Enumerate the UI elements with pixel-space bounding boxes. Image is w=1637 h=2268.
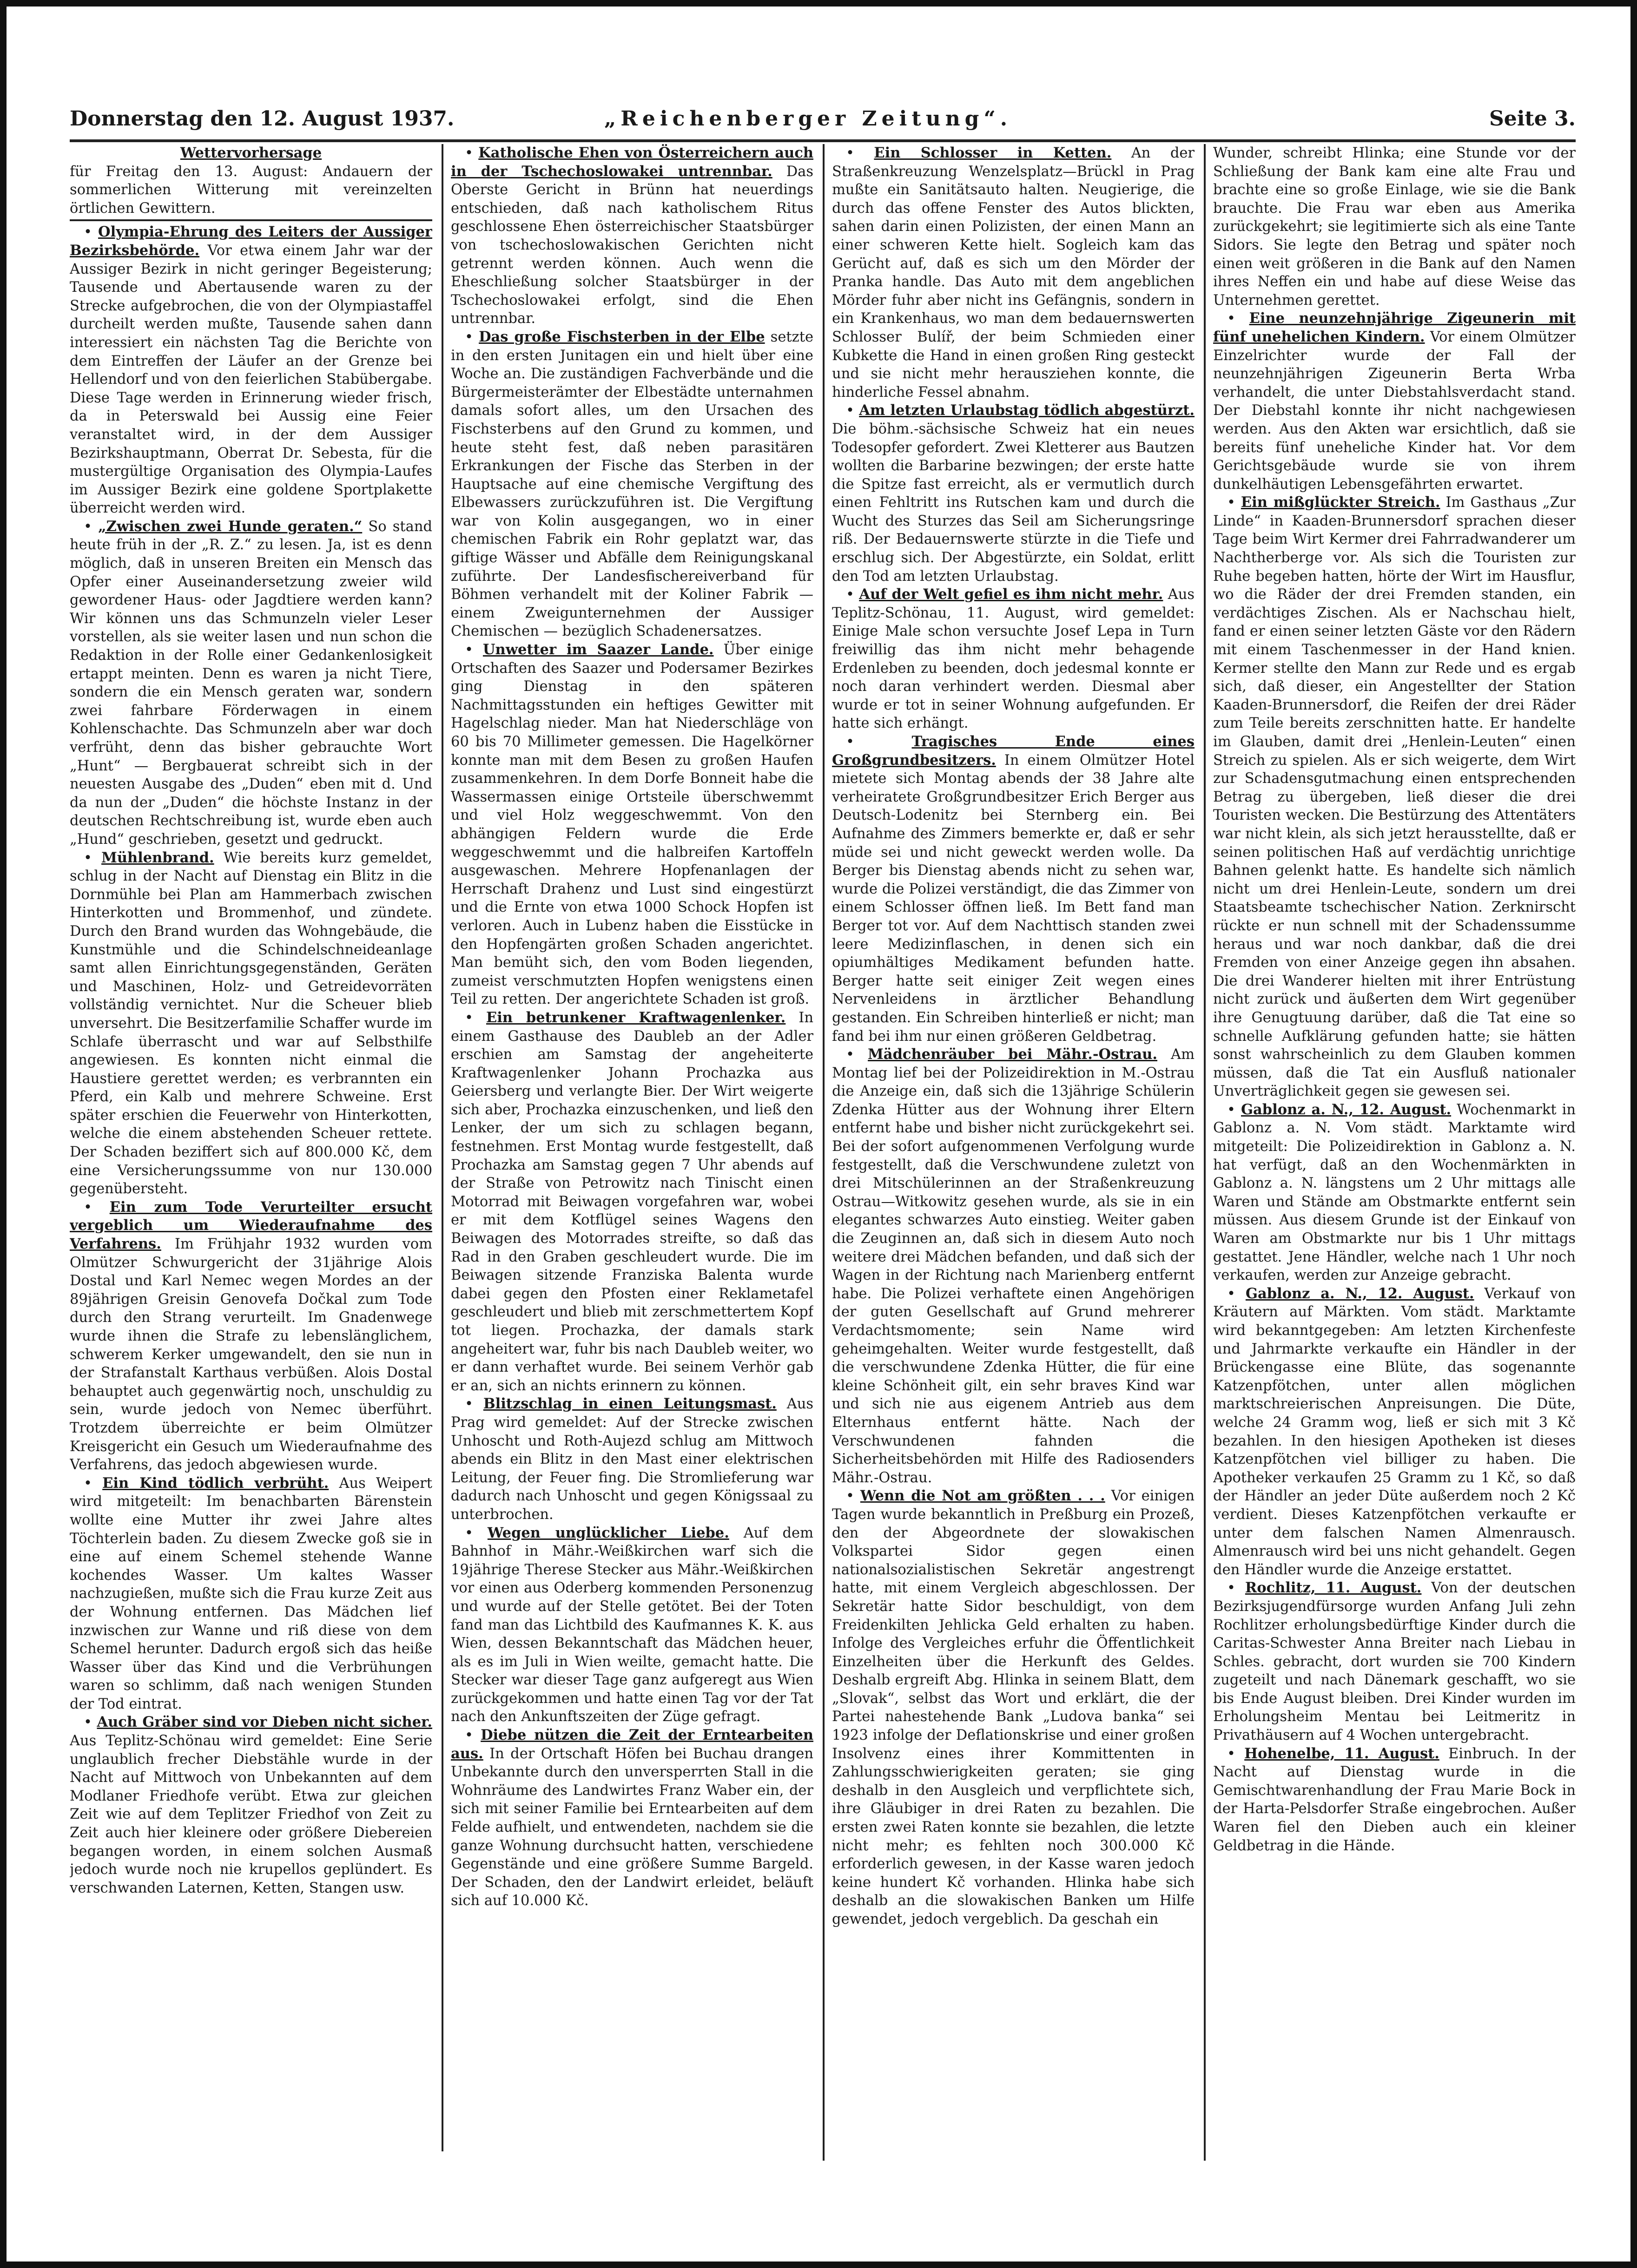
article: • Ein betrunkener Kraftwagenlenker. In einem Gasthause des Daubleb an der Adler erschien am Samstag der angeheiterte Kraftwagenlenker Johann Prochazka aus Geiersberg und verlangte Bier. Der Wirt weigerte sich aber, Prochazka einzuschenken, und ließ den Lenker, der um sich zu schlagen begann, festnehmen. Erst Montag wurde festgestellt, daß Prochazka am Samstag gegen 7 Uhr abends auf der Straße von Petrowitz nach Tinischt einen Motorrad mit Beiwagen vorgefahren war, wobei er mit dem Kotflügel seines Wagens den Beiwagen des Motorrades streifte, so daß das Rad in den Graben geschleudert wurde. Die im Beiwagen sitzende Franziska Balenta wurde dabei gegen den Pfosten einer Reklametafel geschleudert und blieb mit zerschmettertem Kopf tot liegen. Prochazka, der damals stark angeheitert war, fuhr bis nach Daubleb weiter, wo er dann verhaftet wurde. Bei seinem Verhör gab er an, sich an nichts erinnern zu können.	[451, 1009, 813, 1394]
article-body: Das Oberste Gericht in Brünn hat neuerdings entschieden, daß nach katholischem Ritus geschlossene Ehen österreichischer Staatsbürger von tschechoslowakischen Gerichten nicht getrennt werden können. Auch wenn die Eheschließung solcher Staatsbürger in der Tschechoslowakei erfolgt, sind die Ehen untrennbar.	[451, 163, 813, 327]
article-headline: Katholische Ehen von Österreichern auch in der Tschechoslowakei untrennbar.	[451, 145, 813, 180]
article-headline: Auch Gräber sind vor Dieben nicht sicher.	[97, 1714, 432, 1731]
article: • Eine neunzehnjährige Zigeunerin mit fünf unehelichen Kindern. Vor einem Olmützer Einzelrichter wurde der Fall der neunzehnjährigen Zigeunerin Berta Wrba verhandelt, die unter Diebstahlsverdacht stand. Der Diebstahl konnte ihr nicht nachgewiesen werden. Aus den Akten war ersichtlich, daß sie bereits fünf uneheliche Kinder hat. Vor dem Gerichtsgebäude wurde sie von ihrem dunkelhäutigen Lebensgefährten erwartet.	[1213, 310, 1576, 493]
column-2	[451, 144, 813, 2142]
article: • Wegen unglücklicher Liebe. Auf dem Bahnhof in Mähr.-Weißkirchen warf sich die 19jährige Therese Stecker aus Mähr.-Weißkirchen vor einen aus Oderberg kommenden Personenzug und wurde auf der Stelle getötet. Bei der Toten fand man das Lichtbild des Kaufmannes K. K. aus Wien, dessen Bekanntschaft das Mädchen heuer, als es im Juli in Wien weilte, gemacht hatte. Die Stecker war dieser Tage ganz aufgeregt aus Wien zurückgekommen und hatte einen Tag vor der Tat nach den Ankunftszeiten der Züge gefragt.	[451, 1524, 813, 1725]
header-rule	[70, 139, 1576, 142]
column-3	[832, 144, 1195, 2142]
article-body: Vor etwa einem Jahr war der Aussiger Bezirk in nicht geringer Begeisterung; Tausende und Abertausende waren zu der Strecke aufgebrochen, die von der Olympiastaffel durcheilt werden mußte, Tausende sahen dann interessiert ein nächsten Tag die Berichte von dem Eintreffen der Läufer an der Grenze bei Hellendorf und von den feierlichen Stabübergabe. Diese Tage werden in Erinnerung wieder frisch, da in Peterswald bei Aussig eine Feier veranstaltet wird, in der dem Aussiger Bezirkshauptmann, Oberrat Dr. Sebesta, für die mustergültige Organisation des Olympia-Laufes im Aussiger Bezirk eine goldene Sportplakette überreicht werden wird.	[70, 242, 432, 517]
column-rule	[1204, 144, 1206, 2161]
article-body: Vor einigen Tagen wurde bekanntlich in Preßburg ein Prozeß, den der Abgeordnete der slowakischen Volkspartei Sidor gegen einen nationalsozialistischen Sekretär angestrengt hatte, mit einem Vergleich abgeschlossen. Der Sekretär hatte Sidor beschuldigt, von dem Freidenkilten Jehlicka Geld erhalten zu haben. Infolge des Vergleiches erfuhr die Öffentlichkeit Einzelheiten über die Herkunft des Geldes. Deshalb ergreift Abg. Hlinka in seinem Blatt, dem „Slovak“, selbst das Wort und erklärt, die der Partei nahestehende Bank „Ludova banka“ sei 1923 infolge der Deflationskrise und einer großen Insolvenz eines ihrer Kommittenten in Zahlungsschwierigkeiten geraten; sie ging deshalb in den Ausgleich und verpflichtete sich, ihre Gläubiger in drei Raten zu bezahlen. Die ersten zwei Raten konnte sie bezahlen, die letzte nicht mehr; es fehlten noch 300.000 Kč erforderlich gewesen, in der Kasse waren jedoch keine hundert Kč vorhanden. Hlinka habe sich deshalb an die slowakischen Banken um Hilfe gewendet, jedoch vergeblich. Da geschah ein	[832, 1488, 1195, 1927]
article: • Olympia-Ehrung des Leiters der Aussiger Bezirksbehörde. Vor etwa einem Jahr war der Aussiger Bezirk in nicht geringer Begeisterung; Tausende und Abertausende waren zu der Strecke aufgebrochen, die von der Olympiastaffel durcheilt werden mußte, Tausende sahen dann interessiert ein nächsten Tag die Berichte von dem Eintreffen der Läufer an der Grenze bei Hellendorf und von den feierlichen Stabübergabe. Diese Tage werden in Erinnerung wieder frisch, da in Peterswald bei Aussig eine Feier veranstaltet wird, in der dem Aussiger Bezirkshauptmann, Oberrat Dr. Sebesta, für die mustergültige Organisation des Olympia-Laufes im Aussiger Bezirk eine goldene Sportplakette überreicht werden wird.	[70, 224, 432, 517]
article-headline: Auf der Welt gefiel es ihm nicht mehr.	[859, 586, 1163, 603]
article-headline: Ein Schlosser in Ketten.	[874, 145, 1112, 161]
weather-title: Wettervorhersage	[180, 145, 322, 161]
newspaper-title: „Reichenberger Zeitung“.	[604, 107, 1012, 131]
article-headline: Am letzten Urlaubstag tödlich abgestürzt.	[859, 402, 1195, 419]
article-headline: Wenn die Not am größten . . .	[860, 1487, 1105, 1505]
article-headline: Wegen unglücklicher Liebe.	[487, 1524, 729, 1541]
article-headline: Gablonz a. N., 12. August.	[1241, 1101, 1452, 1118]
article-body: Im Frühjahr 1932 wurden vom Olmützer Schwurgericht der 31jährige Alois Dostal und Karl Nemec wegen Mordes an der 89jährigen Greisin Genovefa Dočkal zum Tode durch den Strang verurteilt. Im Gnadenwege wurde ihnen die Strafe zu lebenslänglichem, schwerem Kerker umgewandelt, den sie nun in der Strafanstalt Karthaus verbüßen. Alois Dostal behauptet auch gegenwärtig noch, unschuldig zu sein, wurde jedoch von Nemec überführt. Trotzdem überreichte er beim Olmützer Kreisgericht ein Gesuch um Wiederaufnahme des Verfahrens, das jedoch abgewiesen wurde.	[70, 1236, 432, 1473]
article: • Gablonz a. N., 12. August. Verkauf von Kräutern auf Märkten. Vom städt. Marktamte wird bekanntgegeben: Am letzten Kirchenfeste und Jahrmarkte verkaufte ein Händler in der Brückengasse eine Blüte, das sogenannte Katzenpfötchen, unter allen möglichen marktschreierischen Anpreisungen. Die Düte, welche 24 Gramm wog, ließ er sich mit 3 Kč bezahlen. In den hiesigen Apotheken ist dieses Katzenpfötchen viel billiger zu haben. Die Apotheker verkaufen 25 Gramm zu 1 Kč, so daß der Händler an jeder Düte außerdem noch 2 Kč verdient. Dieses Katzenpfötchen verkaufte er unter dem falschen Namen Almenrausch. Almenrausch wird bei uns nicht gehandelt. Gegen den Händler wurde die Anzeige erstattet.	[1213, 1285, 1576, 1578]
article-body: Aus Weipert wird mitgeteilt: Im benachbarten Bärenstein wollte eine Mutter ihr zwei Jahre altes Töchterlein baden. Zu diesem Zwecke goß sie in eine auf einem Schemel stehende Wanne kochendes Wasser. Um kaltes Wasser nachzugießen, mußte sich die Frau kurze Zeit aus der Wohnung entfernen. Das Mädchen lief inzwischen zur Wanne und riß diese von dem Schemel herunter. Dadurch ergoß sich das heiße Wasser über das Kind und die Verbrühungen waren so schlimm, daß nach wenigen Stunden der Tod eintrat.	[70, 1475, 432, 1712]
article-body: Von der deutschen Bezirksjugendfürsorge wurden Anfang Juli zehn Rochlitzer erholungsbedürftige Kinder durch die Caritas-Schwester Anna Breiter nach Liebau in Schles. gebracht, dort wurden sie 700 Kindern zugeteilt und nach Dänemark geschafft, wo sie bis Ende August bleiben. Drei Kinder wurden im Erholungsheim Mentau bei Leitmeritz in Privathäusern auf 4 Wochen untergebracht.	[1213, 1580, 1576, 1744]
article-body: Im Gasthaus „Zur Linde“ in Kaaden-Brunnersdorf sprachen dieser Tage beim Wirt Kermer drei Fahrradwanderer um Nachtherberge vor. Als sich die Touristen zur Ruhe begeben hatten, hörte der Wirt im Hausflur, wo die Räder der drei Fremden standen, ein verdächtiges Zischen. Als er Nachschau hielt, fand er einen seiner letzten Gäste vor den Rädern mit einem Taschenmesser in der Hand knien. Kermer stellte den Mann zur Rede und es ergab sich, daß dieser, ein Angestellter der Station Kaaden-Brunnersdorf, die Reifen der drei Räder zum Teile bereits zerschnitten hatte. Er handelte im Glauben, damit drei „Henlein-Leuten“ einen Streich zu spielen. Als er sich weigerte, dem Wirt zur Schadensgutmachung einen entsprechenden Betrag zu übergeben, ließ dieser die drei Touristen wecken. Die Bestürzung des Attentäters war nicht klein, als sich jetzt herausstellte, daß er seinen politischen Haß auf verdächtig unrichtige Bahnen gelenkt hatte. Es handelte sich nämlich nicht um drei Henlein-Leute, sondern um drei Staatsbeamte tschechischer Nation. Zerknirscht rückte er nun schnell mit der Schadenssumme heraus und war noch dankbar, daß die drei Fremden von einer Anzeige gegen ihn absahen. Die drei Wanderer hielten mit ihrer Entrüstung nicht zurück und äußerten dem Wirt gegenüber ihre Genugtuung darüber, daß die Tat eine so schnelle Aufklärung gefunden hatte; sie hätten sonst wahrscheinlich zu dem Glauben kommen müssen, daß die Tat ein Ausfluß nationaler Unverträglichkeit gegen sie gewesen sei.	[1213, 494, 1576, 1100]
article-body: Am Montag lief bei der Polizeidirektion in M.-Ostrau die Anzeige ein, daß sich die 13jährige Schülerin Zdenka Hütter aus der Wohnung ihrer Eltern entfernt habe und bisher nicht zurückgekehrt sei. Bei der sofort aufgenommenen Verfolgung wurde festgestellt, daß die Verschwundene zuletzt von drei Mitschülerinnen an der Straßenkreuzung Ostrau—Witkowitz gesehen wurde, als sie in ein elegantes schwarzes Auto einstieg. Weiter gaben die Zeuginnen an, daß sich in diesem Auto noch weitere drei Mädchen befanden, und daß sich der Wagen in der Richtung nach Marienberg entfernt habe. Die Polizei verhaftete einen Angehörigen der guten Gesellschaft auf Grund mehrerer Verdachtsmomente; sein Name wird geheimgehalten. Weiter wurde festgestellt, daß die verschwundene Zdenka Hütter, die für eine kleine Schönheit gilt, ein sehr braves Kind war und sich nie aus eigenem Antrieb aus dem Elternhaus entfernt hätte. Nach der Verschwundenen fahnden die Sicherheitsbehörden mit Hilfe des Radiosenders Mähr.-Ostrau.	[832, 1046, 1195, 1486]
article: • Mühlenbrand. Wie bereits kurz gemeldet, schlug in der Nacht auf Dienstag ein Blitz in die Dornmühle bei Plan am Hammerbach zwischen Hinterkotten und Brommenhof, und zündete. Durch den Brand wurden das Wohngebäude, die Kunstmühle und die Schindelschneideanlage samt allen Einrichtungsgegenständen, Geräten und Maschinen, Holz- und Getreidevorräten vollständig vernichtet. Nur die Scheuer blieb unversehrt. Die Besitzerfamilie Schaffer wurde im Schlafe überrascht und war auf Selbsthilfe angewiesen. Es konnten nicht einmal die Haustiere gerettet werden; es verbrannten ein Pferd, ein Kalb und mehrere Schweine. Erst später erschien die Feuerwehr von Hinterkotten, welche die einem abstehenden Scheuer rettete. Der Schaden beziffert sich auf 800.000 Kč, dem eine Versicherungssumme von nur 130.000 gegenübersteht.	[70, 849, 432, 1197]
column-4	[1213, 144, 1576, 2142]
article-body: setzte in den ersten Junitagen ein und hielt über eine Woche an. Die zuständigen Fachverbände und die Bürgermeisterämter der Elbestädte unternahmen damals sofort alles, um den Ursachen des Fischsterbens auf den Grund zu kommen, und heute steht fest, daß neben parasitären Erkrankungen der Fische das Sterben in der Hauptsache auf eine chemische Vergiftung des Elbewassers zurückzuführen ist. Die Vergiftung war von Kolin ausgegangen, wo in einer chemischen Fabrik ein Rohr geplatzt war, das giftige Wässer und Abfälle dem Reinigungskanal zuführte. Der Landesfischereiverband für Böhmen verhandelt mit der Koliner Fabrik — einem Zweigunternehmen der Aussiger Chemischen — bezüglich Schadenersatzes.	[451, 329, 813, 640]
article-body: Auf dem Bahnhof in Mähr.-Weißkirchen warf sich die 19jährige Therese Stecker aus Mähr.-Weißkirchen vor einen aus Oderberg kommenden Personenzug und wurde auf der Stelle getötet. Bei der Toten fand man das Lichtbild des Kaufmannes K. K. aus Wien, dessen Bekanntschaft das Mädchen heuer, als es im Juli in Wien weilte, gemacht hatte. Die Stecker war dieser Tage ganz aufgeregt aus Wien zurückgekommen und hatte einen Tag vor der Tat nach den Ankunftszeiten der Züge gefragt.	[451, 1525, 813, 1725]
article: • Auch Gräber sind vor Dieben nicht sicher. Aus Teplitz-Schönau wird gemeldet: Eine Serie unglaublich frecher Diebstähle wurde in der Nacht auf Mittwoch von Unbekannten auf dem Modlaner Friedhofe verübt. Etwa zur gleichen Zeit wie auf dem Teplitzer Friedhof von Zeit zu Zeit auch hier kleinere oder größere Diebereien begangen worden, in einem solchen Ausmaß jedoch wurde noch nie krupellos geplündert. Es verschwanden Laternen, Ketten, Stangen usw.	[70, 1714, 432, 1896]
article: • Rochlitz, 11. August. Von der deutschen Bezirksjugendfürsorge wurden Anfang Juli zehn Rochlitzer erholungsbedürftige Kinder durch die Caritas-Schwester Anna Breiter nach Liebau in Schles. gebracht, dort wurden sie 700 Kindern zugeteilt und nach Dänemark geschafft, wo sie bis Ende August bleiben. Drei Kinder wurden im Erholungsheim Mentau bei Leitmeritz in Privathäusern auf 4 Wochen untergebracht.	[1213, 1579, 1576, 1744]
article-body: In einem Gasthause des Daubleb an der Adler erschien am Samstag der angeheiterte Kraftwagenlenker Johann Prochazka aus Geiersberg und verlangte Bier. Der Wirt weigerte sich aber, Prochazka einzuschenken, und ließ den Lenker, der um sich zu schlagen begann, festnehmen. Erst Montag wurde festgestellt, daß Prochazka am Samstag gegen 7 Uhr abends auf der Straße von Petrowitz nach Tinischt einen Motorrad mit Beiwagen vorgefahren war, wobei er mit dem Kotflügel seines Wagens den Beiwagen des Motorrades streifte, so daß das Rad in den Graben geschleudert wurde. Die im Beiwagen sitzende Franziska Balenta wurde dabei gegen den Pfosten einer Reklametafel geschleudert und blieb mit zerschmettertem Kopf tot liegen. Prochazka, der damals stark angeheitert war, fuhr bis nach Daubleb weiter, wo er dann verhaftet wurde. Bei seinem Verhör gab er an, sich an nichts erinnern zu können.	[451, 1009, 813, 1394]
header-date: Donnerstag den 12. August 1937.	[70, 107, 455, 131]
article-body: In der Ortschaft Höfen bei Buchau drangen Unbekannte durch den unversperrten Stall in die Wohnräume des Landwirtes Franz Waber ein, der sich mit seiner Familie bei Erntearbeiten auf dem Felde aufhielt, und entwendeten, nachdem sie die ganze Wohnung durchsucht hatten, verschiedene Gegenstände und eine größere Summe Bargeld. Der Schaden, den der Landwirt erleidet, beläuft sich auf 10.000 Kč.	[451, 1745, 813, 1909]
article: • Katholische Ehen von Österreichern auch in der Tschechoslowakei untrennbar. Das Oberste Gericht in Brünn hat neuerdings entschieden, daß nach katholischem Ritus geschlossene Ehen österreichischer Staatsbürger von tschechoslowakischen Gerichten nicht getrennt werden können. Auch wenn die Eheschließung solcher Staatsbürger in der Tschechoslowakei erfolgt, sind die Ehen untrennbar.	[451, 145, 813, 327]
article-headline: Mühlenbrand.	[101, 849, 214, 866]
weather-text: für Freitag den 13. August: Andauern der sommerlichen Witterung mit vereinzelten örtlichen Gewittern.	[70, 163, 432, 217]
article: • Tragisches Ende eines Großgrundbesitzers. In einem Olmützer Hotel mietete sich Montag abends der 38 Jahre alte verheiratete Großgrundbesitzer Erich Berger aus Deutsch-Lodenitz bei Sternberg ein. Bei Aufnahme des Zimmers bemerkte er, daß er sehr müde sei und nicht geweckt werden wolle. Da Berger bis Dienstag abends nicht zu sehen war, wurde die Polizei verständigt, die das Zimmer von einem Schlosser öffnen ließ. Im Bett fand man Berger tot vor. Auf dem Nachttisch standen zwei leere Medizinflaschen, in denen sich ein opiumhältiges Medikament befunden hatte. Berger hatte seit einiger Zeit wegen eines Nervenleidens in ärztlicher Behandlung gestanden. Ein Schreiben hinterließ er nicht; man fand bei ihm nur einen größeren Geldbetrag.	[832, 733, 1195, 1045]
column-rule	[442, 144, 443, 2151]
article-headline: Eine neunzehnjährige Zigeunerin mit fünf unehelichen Kindern.	[1213, 310, 1576, 345]
article-headline: Ein betrunkener Kraftwagenlenker.	[486, 1009, 786, 1026]
article-body: Aus Teplitz-Schönau wird gemeldet: Eine Serie unglaublich frecher Diebstähle wurde in der Nacht auf Mittwoch von Unbekannten auf dem Modlaner Friedhofe verübt. Etwa zur gleichen Zeit wie auf dem Teplitzer Friedhof von Zeit zu Zeit auch hier kleinere oder größere Diebereien begangen worden, in einem solchen Ausmaß jedoch wurde noch nie krupellos geplündert. Es verschwanden Laternen, Ketten, Stangen usw.	[70, 1733, 432, 1896]
divider	[70, 219, 432, 221]
article: • Das große Fischsterben in der Elbe setzte in den ersten Junitagen ein und hielt über eine Woche an. Die zuständigen Fachverbände und die Bürgermeisterämter der Elbestädte unternahmen damals sofort alles, um den Ursachen des Fischsterbens auf den Grund zu kommen, und heute steht fest, daß neben parasitären Erkrankungen der Fische das Sterben in der Hauptsache auf eine chemische Vergiftung des Elbewassers zurückzuführen ist. Die Vergiftung war von Kolin ausgegangen, wo in einer chemischen Fabrik ein Rohr geplatzt war, das giftige Wässer und Abfälle dem Reinigungskanal zuführte. Der Landesfischereiverband für Böhmen verhandelt mit der Koliner Fabrik — einem Zweigunternehmen der Aussiger Chemischen — bezüglich Schadenersatzes.	[451, 328, 813, 640]
column-1	[70, 144, 432, 2142]
article: • Unwetter im Saazer Lande. Über einige Ortschaften des Saazer und Podersamer Bezirkes ging Dienstag in den späteren Nachmittagsstunden ein heftiges Gewitter mit Hagelschlag nieder. Man hat Niederschläge von 60 bis 70 Millimeter gemessen. Die Hagelkörner konnte man mit dem Besen zu großen Haufen zusammenkehren. In dem Dorfe Bonneit habe die Wassermassen einige Ortsteile überschwemmt und viel Holz weggeschwemmt. Von den abhängigen Feldern wurde die Erde weggeschwemmt und die halbreifen Kartoffeln ausgewaschen. Mehrere Hopfenanlagen der Herrschaft Drahenz und Lust sind eingestürzt und die Ernte von etwa 1000 Schock Hopfen ist verloren. Auch in Lubenz haben die Eisstücke in den Hopfengärten großen Schaden angerichtet. Man bemüht sich, den vom Boden liegenden, zumeist verschmutzten Hopfen wenigstens einen Teil zu retten. Der angerichtete Schaden ist groß.	[451, 641, 813, 1008]
article-headline: Blitzschlag in einen Leitungsmast.	[483, 1395, 777, 1413]
article-body: An der Straßenkreuzung Wenzelsplatz—Brückl in Prag mußte ein Sanitätsauto halten. Neugierige, die durch das offene Fenster des Autos blickten, sahen darin einen Polizisten, der einen Mann an einer schweren Kette hielt. Sogleich kam das Gerücht auf, daß es sich um den Mörder der Pranka handle. Das Auto mit dem angeblichen Mörder fuhr aber nicht ins Gefängnis, sondern in ein Krankenhaus, wo man dem bedauernswerten Schlosser Bulíř, der beim Schmieden einer Kubkette die Hand in einen großen Ring gesteckt und sie nicht mehr herausziehen konnte, die hinderliche Fessel abnahm.	[832, 145, 1195, 401]
article: • Ein Kind tödlich verbrüht. Aus Weipert wird mitgeteilt: Im benachbarten Bärenstein wollte eine Mutter ihr zwei Jahre altes Töchterlein baden. Zu diesem Zwecke goß sie in eine auf einem Schemel stehende Wanne kochendes Wasser. Um kaltes Wasser nachzugießen, mußte sich die Frau kurze Zeit aus der Wohnung entfernen. Das Mädchen lief inzwischen zur Wanne und riß diese von dem Schemel herunter. Dadurch ergoß sich das heiße Wasser über das Kind und die Verbrühungen waren so schlimm, daß nach wenigen Stunden der Tod eintrat.	[70, 1474, 432, 1712]
article-headline: Unwetter im Saazer Lande.	[482, 641, 714, 658]
article-body: Einbruch. In der Nacht auf Dienstag wurde in die Gemischtwarenhandlung der Frau Marie Bock in der Harta-Pelsdorfer Straße eingebrochen. Außer Waren fiel den Dieben auch ein kleiner Geldbetrag in die Hände.	[1213, 1745, 1576, 1854]
article: • „Zwischen zwei Hunde geraten.“ So stand heute früh in der „R. Z.“ zu lesen. Ja, ist es denn möglich, daß in unseren Breiten ein Mensch das Opfer einer Auseinandersetzung zweier wild gewordener Haus- oder Jagdtiere werden kann? Wir können uns das Schmunzeln vieler Leser vorstellen, als sie weiter lasen und nun schon die Redaktion in der Rolle einer Gedankenlosigkeit ertappt meinten. Denn es waren ja nicht Tiere, sondern die ein Mensch geraten war, sondern zwei fahrbare Förderwagen in einem Kohlenschachte. Das Schmunzeln aber war doch verfrüht, denn das bisher gebrauchte Wort „Hunt“ — Bergbauerat schreibt sich in der neuesten Ausgabe des „Duden“ eben mit d. Und da nun der „Duden“ die höchste Instanz in der deutschen Rechtschreibung ist, wurde eben auch „Hund“ geschrieben, gesetzt und gedruckt.	[70, 518, 432, 848]
article-headline: Gablonz a. N., 12. August.	[1245, 1285, 1474, 1302]
article: • Gablonz a. N., 12. August. Wochenmarkt in Gablonz a. N. Vom städt. Marktamte wird mitgeteilt: Die Polizeidirektion in Gablonz a. N. hat verfügt, daß an den Wochenmärkten in Gablonz a. N. längstens um 2 Uhr mittags alle Waren und Stände am Obstmarkte entfernt sein müssen. Aus diesem Grunde ist der Einkauf von Waren am Obstmarkte nur bis 1 Uhr mittags gestattet. Jene Händler, welche nach 1 Uhr noch verkaufen, werden zur Anzeige gebracht.	[1213, 1101, 1576, 1284]
article-headline: Rochlitz, 11. August.	[1245, 1579, 1422, 1597]
article-headline: Ein mißglückter Streich.	[1241, 494, 1440, 511]
article-body: Vor einem Olmützer Einzelrichter wurde der Fall der neunzehnjährigen Zigeunerin Berta Wrba verhandelt, die unter Diebstahlsverdacht stand. Der Diebstahl konnte ihr nicht nachgewiesen werden. Aus den Akten war ersichtlich, daß sie bereits fünf uneheliche Kinder hat. Vor dem Gerichtsgebäude wurde sie von ihrem dunkelhäutigen Lebensgefährten erwartet.	[1213, 329, 1576, 493]
column-rule	[823, 144, 825, 2161]
page-number: Seite 3.	[1489, 107, 1576, 131]
article-headline: „Zwischen zwei Hunde geraten.“	[98, 518, 363, 535]
article-headline: Ein Kind tödlich verbrüht.	[102, 1474, 329, 1492]
article: • Wenn die Not am größten . . . Vor einigen Tagen wurde bekanntlich in Preßburg ein Prozeß, den der Abgeordnete der slowakischen Volkspartei Sidor gegen einen nationalsozialistischen Sekretär angestrengt hatte, mit einem Vergleich abgeschlossen. Der Sekretär hatte Sidor beschuldigt, von dem Freidenkilten Jehlicka Geld erhalten zu haben. Infolge des Vergleiches erfuhr die Öffentlichkeit Einzelheiten über die Herkunft des Geldes. Deshalb ergreift Abg. Hlinka in seinem Blatt, dem „Slovak“, selbst das Wort und erklärt, die der Partei nahestehende Bank „Ludova banka“ sei 1923 infolge der Deflationskrise und einer großen Insolvenz eines ihrer Kommittenten in Zahlungsschwierigkeiten geraten; sie ging deshalb in den Ausgleich und verpflichtete sich, ihre Gläubiger in drei Raten zu bezahlen. Die ersten zwei Raten konnte sie bezahlen, die letzte nicht mehr; es fehlten noch 300.000 Kč erforderlich gewesen, in der Kasse waren jedoch keine hundert Kč vorhanden. Hlinka habe sich deshalb an die slowakischen Banken um Hilfe gewendet, jedoch vergeblich. Da geschah ein	[832, 1487, 1195, 1927]
article-body: Die böhm.-sächsische Schweiz hat ein neues Todesopfer gefordert. Zwei Kletterer aus Bautzen wollten die Barbarine bezwingen; der erste hatte die Spitze fast erreicht, als er vermutlich durch einen Fehltritt ins Rutschen kam und durch die Wucht des Sturzes das Seil am Sicherungsringe riß. Der Bedauernswerte stürzte in die Tiefe und erschlug sich. Der Abgestürzte, ein Soldat, erlitt den Tod am letzten Urlaubstag.	[832, 421, 1195, 585]
article-body: In einem Olmützer Hotel mietete sich Montag abends der 38 Jahre alte verheiratete Großgrundbesitzer Erich Berger aus Deutsch-Lodenitz bei Sternberg ein. Bei Aufnahme des Zimmers bemerkte er, daß er sehr müde sei und nicht geweckt werden wolle. Da Berger bis Dienstag abends nicht zu sehen war, wurde die Polizei verständigt, die das Zimmer von einem Schlosser öffnen ließ. Im Bett fand man Berger tot vor. Auf dem Nachttisch standen zwei leere Medizinflaschen, in denen sich ein opiumhältiges Medikament befunden hatte. Berger hatte seit einiger Zeit wegen eines Nervenleidens in ärztlicher Behandlung gestanden. Ein Schreiben hinterließ er nicht; man fand bei ihm nur einen größeren Geldbetrag.	[832, 752, 1195, 1045]
article: • Auf der Welt gefiel es ihm nicht mehr. Aus Teplitz-Schönau, 11. August, wird gemeldet: Einige Male schon versuchte Josef Lepa in Turn freiwillig das ihm nicht mehr behagende Erdenleben zu beenden, doch jedesmal konnte er noch daran verhindert werden. Diesmal aber wurde er tot in seiner Wohnung aufgefunden. Er hatte sich erhängt.	[832, 586, 1195, 732]
article: • Hohenelbe, 11. August. Einbruch. In der Nacht auf Dienstag wurde in die Gemischtwarenhandlung der Frau Marie Bock in der Harta-Pelsdorfer Straße eingebrochen. Außer Waren fiel den Dieben auch ein kleiner Geldbetrag in die Hände.	[1213, 1745, 1576, 1854]
article: • Ein Schlosser in Ketten. An der Straßenkreuzung Wenzelsplatz—Brückl in Prag mußte ein Sanitätsauto halten. Neugierige, die durch das offene Fenster des Autos blickten, sahen darin einen Polizisten, der einen Mann an einer schweren Kette hielt. Sogleich kam das Gerücht auf, daß es sich um den Mörder der Pranka handle. Das Auto mit dem angeblichen Mörder fuhr aber nicht ins Gefängnis, sondern in ein Krankenhaus, wo man dem bedauernswerten Schlosser Bulíř, der beim Schmieden einer Kubkette die Hand in einen großen Ring gesteckt und sie nicht mehr herausziehen konnte, die hinderliche Fessel abnahm.	[832, 145, 1195, 401]
article: • Ein mißglückter Streich. Im Gasthaus „Zur Linde“ in Kaaden-Brunnersdorf sprachen dieser Tage beim Wirt Kermer drei Fahrradwanderer um Nachtherberge vor. Als sich die Touristen zur Ruhe begeben hatten, hörte der Wirt im Hausflur, wo die Räder der drei Fremden standen, ein verdächtiges Zischen. Als er Nachschau hielt, fand er einen seiner letzten Gäste vor den Rädern mit einem Taschenmesser in der Hand knien. Kermer stellte den Mann zur Rede und es ergab sich, daß dieser, ein Angestellter der Station Kaaden-Brunnersdorf, die Reifen der drei Räder zum Teile bereits zerschnitten hatte. Er handelte im Glauben, damit drei „Henlein-Leuten“ einen Streich zu spielen. Als er sich weigerte, dem Wirt zur Schadensgutmachung einen entsprechenden Betrag zu übergeben, ließ dieser die drei Touristen wecken. Die Bestürzung des Attentäters war nicht klein, als sich jetzt herausstellte, daß er seinen politischen Haß auf verdächtig unrichtige Bahnen gelenkt hatte. Es handelte sich nämlich nicht um drei Henlein-Leute, sondern um drei Staatsbeamte tschechischer Nation. Zerknirscht rückte er nun schnell mit der Schadenssumme heraus und war noch dankbar, daß die drei Fremden von einer Anzeige gegen ihn absahen. Die drei Wanderer hielten mit ihrer Entrüstung nicht zurück und äußerten dem Wirt gegenüber ihre Genugtuung darüber, daß die Tat eine so schnelle Aufklärung gefunden hatte; sie hätten sonst wahrscheinlich zu dem Glauben kommen müssen, daß die Tat ein Ausfluß nationaler Unverträglichkeit gegen sie gewesen sei.	[1213, 494, 1576, 1100]
article-headline: Hohenelbe, 11. August.	[1244, 1745, 1439, 1762]
article: • Blitzschlag in einen Leitungsmast. Aus Prag wird gemeldet: Auf der Strecke zwischen Unhoscht und Roth-Aujezd schlug am Mittwoch abends ein Blitz in den Mast einer elektrischen Leitung, der Feuer fing. Die Stromlieferung war dadurch nach Unhoscht und gegen Königssaal zu unterbrochen.	[451, 1395, 813, 1523]
newspaper-page	[70, 46, 1576, 2230]
article: • Diebe nützen die Zeit der Erntearbeiten aus. In der Ortschaft Höfen bei Buchau drangen Unbekannte durch den unversperrten Stall in die Wohnräume des Landwirtes Franz Waber ein, der sich mit seiner Familie bei Erntearbeiten auf dem Felde aufhielt, und entwendeten, nachdem sie die ganze Wohnung durchsucht hatten, verschiedene Gegenstände und eine größere Summe Bargeld. Der Schaden, den der Landwirt erleidet, beläuft sich auf 10.000 Kč.	[451, 1727, 813, 1909]
article: • Mädchenräuber bei Mähr.-Ostrau. Am Montag lief bei der Polizeidirektion in M.-Ostrau die Anzeige ein, daß sich die 13jährige Schülerin Zdenka Hütter aus der Wohnung ihrer Eltern entfernt habe und bisher nicht zurückgekehrt sei. Bei der sofort aufgenommenen Verfolgung wurde festgestellt, daß die Verschwundene zuletzt von drei Mitschülerinnen an der Straßenkreuzung Ostrau—Witkowitz gesehen wurde, als sie in ein elegantes schwarzes Auto einstieg. Weiter gaben die Zeuginnen an, daß sich in diesem Auto noch weitere drei Mädchen befanden, und daß sich der Wagen in der Richtung nach Marienberg entfernt habe. Die Polizei verhaftete einen Angehörigen der guten Gesellschaft auf Grund mehrerer Verdachtsmomente; sein Name wird geheimgehalten. Weiter wurde festgestellt, daß die verschwundene Zdenka Hütter, die für eine kleine Schönheit gilt, ein sehr braves Kind war und sich nie aus eigenem Antrieb aus dem Elternhaus entfernt hätte. Nach der Verschwundenen fahnden die Sicherheitsbehörden mit Hilfe des Radiosenders Mähr.-Ostrau.	[832, 1046, 1195, 1486]
article: • Ein zum Tode Verurteilter ersucht vergeblich um Wiederaufnahme des Verfahrens. Im Frühjahr 1932 wurden vom Olmützer Schwurgericht der 31jährige Alois Dostal und Karl Nemec wegen Mordes an der 89jährigen Greisin Genovefa Dočkal zum Tode durch den Strang verurteilt. Im Gnadenwege wurde ihnen die Strafe zu lebenslänglichem, schwerem Kerker umgewandelt, den sie nun in der Strafanstalt Karthaus verbüßen. Alois Dostal behauptet auch gegenwärtig noch, unschuldig zu sein, wurde jedoch von Nemec überführt. Trotzdem überreichte er beim Olmützer Kreisgericht ein Gesuch um Wiederaufnahme des Verfahrens, das jedoch abgewiesen wurde.	[70, 1198, 432, 1473]
article-body: Über einige Ortschaften des Saazer und Podersamer Bezirkes ging Dienstag in den späteren Nachmittagsstunden ein heftiges Gewitter mit Hagelschlag nieder. Man hat Niederschläge von 60 bis 70 Millimeter gemessen. Die Hagelkörner konnte man mit dem Besen zu großen Haufen zusammenkehren. In dem Dorfe Bonneit habe die Wassermassen einige Ortsteile überschwemmt und viel Holz weggeschwemmt. Von den abhängigen Feldern wurde die Erde weggeschwemmt und die halbreifen Kartoffeln ausgewaschen. Mehrere Hopfenanlagen der Herrschaft Drahenz und Lust sind eingestürzt und die Ernte von etwa 1000 Schock Hopfen ist verloren. Auch in Lubenz haben die Eisstücke in den Hopfengärten großen Schaden angerichtet. Man bemüht sich, den vom Boden liegenden, zumeist verschmutzten Hopfen wenigstens einen Teil zu retten. Der angerichtete Schaden ist groß.	[451, 642, 813, 1008]
article-body: Verkauf von Kräutern auf Märkten. Vom städt. Marktamte wird bekanntgegeben: Am letzten Kirchenfeste und Jahrmarkte verkaufte ein Händler in der Brückengasse eine Blüte, das sogenannte Katzenpfötchen, unter allen möglichen marktschreierischen Anpreisungen. Die Düte, welche 24 Gramm wog, ließ er sich mit 3 Kč bezahlen. In den hiesigen Apotheken ist dieses Katzenpfötchen viel billiger zu haben. Die Apotheker verkaufen 25 Gramm zu 1 Kč, so daß der Händler an jeder Düte außerdem noch 2 Kč verdient. Dieses Katzenpfötchen verkaufte er unter dem falschen Namen Almenrausch. Almenrausch wird bei uns nicht gehandelt. Gegen den Händler wurde die Anzeige erstattet.	[1213, 1285, 1576, 1578]
article-headline: Diebe nützen die Zeit der Erntearbeiten aus.	[451, 1727, 813, 1762]
article-body: Aus Prag wird gemeldet: Auf der Strecke zwischen Unhoscht und Roth-Aujezd schlug am Mittwoch abends ein Blitz in den Mast einer elektrischen Leitung, der Feuer fing. Die Stromlieferung war dadurch nach Unhoscht und gegen Königssaal zu unterbrochen.	[451, 1396, 813, 1523]
article-body: Wie bereits kurz gemeldet, schlug in der Nacht auf Dienstag ein Blitz in die Dornmühle bei Plan am Hammerbach zwischen Hinterkotten und Brommenhof, und zündete. Durch den Brand wurden das Wohngebäude, die Kunstmühle und die Schindelschneideanlage samt allen Einrichtungsgegenständen, Geräten und Maschinen, Holz- und Getreidevorräten vollständig vernichtet. Nur die Scheuer blieb unversehrt. Die Besitzerfamilie Schaffer wurde im Schlafe überrascht und war auf Selbsthilfe angewiesen. Es konnten nicht einmal die Haustiere gerettet werden; es verbrannten ein Pferd, ein Kalb und mehrere Schweine. Erst später erschien die Feuerwehr von Hinterkotten, welche die einem abstehenden Scheuer rettete. Der Schaden beziffert sich auf 800.000 Kč, dem eine Versicherungssumme von nur 130.000 gegenübersteht.	[70, 849, 432, 1197]
article-body: Wochenmarkt in Gablonz a. N. Vom städt. Marktamte wird mitgeteilt: Die Polizeidirektion in Gablonz a. N. hat verfügt, daß an den Wochenmärkten in Gablonz a. N. längstens um 2 Uhr mittags alle Waren und Stände am Obstmarkte entfernt sein müssen. Aus diesem Grunde ist der Einkauf von Waren am Obstmarkte nur bis 1 Uhr mittags gestattet. Jene Händler, welche nach 1 Uhr noch verkaufen, werden zur Anzeige gebracht.	[1213, 1101, 1576, 1284]
article-headline: Tragisches Ende eines Großgrundbesitzers.	[832, 733, 1195, 769]
article-headline: Ein zum Tode Verurteilter ersucht vergeblich um Wiederaufnahme des Verfahrens.	[70, 1198, 432, 1253]
article-continuation: Wunder, schreibt Hlinka; eine Stunde vor der Schließung der Bank kam eine alte Frau und brachte eine so große Einlage, wie sie die Bank brauchte. Die Frau war eben aus Amerika zurückgekehrt; sie legitimierte sich als eine Tante Sidors. Sie legte den Betrag und später noch einen weit größeren in die Bank auf den Namen ihres Neffen ein und habe auf diese Weise das Unternehmen gerettet.	[1213, 145, 1576, 309]
article-headline: Mädchenräuber bei Mähr.-Ostrau.	[868, 1046, 1157, 1063]
article-headline: Olympia-Ehrung des Leiters der Aussiger Bezirksbehörde.	[70, 224, 432, 259]
article-headline: Das große Fischsterben in der Elbe	[479, 328, 765, 345]
page-header	[70, 107, 1576, 139]
article-body: So stand heute früh in der „R. Z.“ zu lesen. Ja, ist es denn möglich, daß in unseren Breiten ein Mensch das Opfer einer Auseinandersetzung zweier wild gewordener Haus- oder Jagdtiere werden kann? Wir können uns das Schmunzeln vieler Leser vorstellen, als sie weiter lasen und nun schon die Redaktion in der Rolle einer Gedankenlosigkeit ertappt meinten. Denn es waren ja nicht Tiere, sondern die ein Mensch geraten war, sondern zwei fahrbare Förderwagen in einem Kohlenschachte. Das Schmunzeln aber war doch verfrüht, denn das bisher gebrauchte Wort „Hunt“ — Bergbauerat schreibt sich in der neuesten Ausgabe des „Duden“ eben mit d. Und da nun der „Duden“ die höchste Instanz in der deutschen Rechtschreibung ist, wurde eben auch „Hund“ geschrieben, gesetzt und gedruckt.	[70, 518, 432, 848]
article-body: Aus Teplitz-Schönau, 11. August, wird gemeldet: Einige Male schon versuchte Josef Lepa in Turn freiwillig das ihm nicht mehr behagende Erdenleben zu beenden, doch jedesmal konnte er noch daran verhindert werden. Diesmal aber wurde er tot in seiner Wohnung aufgefunden. Er hatte sich erhängt.	[832, 586, 1195, 732]
article: • Am letzten Urlaubstag tödlich abgestürzt. Die böhm.-sächsische Schweiz hat ein neues Todesopfer gefordert. Zwei Kletterer aus Bautzen wollten die Barbarine bezwingen; der erste hatte die Spitze fast erreicht, als er vermutlich durch einen Fehltritt ins Rutschen kam und durch die Wucht des Sturzes das Seil am Sicherungsringe riß. Der Bedauernswerte stürzte in die Tiefe und erschlug sich. Der Abgestürzte, ein Soldat, erlitt den Tod am letzten Urlaubstag.	[832, 402, 1195, 585]
